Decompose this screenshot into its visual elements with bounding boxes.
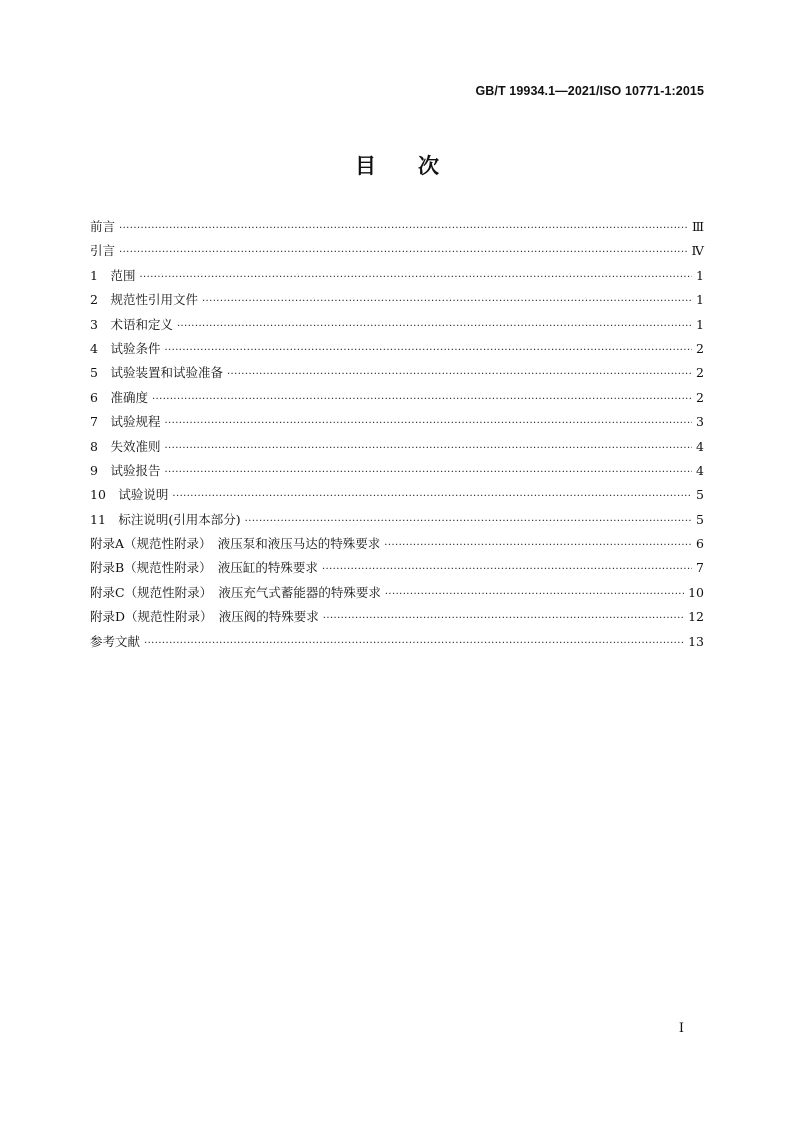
table-of-contents [90,215,704,654]
toc-entry-terms-definitions[interactable] [90,313,704,337]
toc-entry-annex-d[interactable] [90,605,704,629]
page-title: 目次 [355,154,481,178]
toc-entry-label: 附录D（规范性附录） 液压阀的特殊要求 [90,609,319,625]
toc-entry-annex-c[interactable] [90,581,704,605]
toc-entry-test-conditions[interactable] [90,337,704,361]
toc-entry-annex-a[interactable] [90,532,704,556]
toc-entry-page: 1 [696,316,704,332]
toc-entry-preface[interactable] [90,215,704,239]
toc-entry-label: 7 试验规程 [90,414,161,430]
toc-leader-dots [322,558,692,582]
toc-entry-page: Ⅲ [691,219,704,234]
toc-entry-label: 2 规范性引用文件 [90,292,198,308]
toc-leader-dots [144,632,684,656]
toc-leader-dots [164,339,692,363]
toc-entry-page: 12 [688,609,704,625]
toc-entry-failure-criteria[interactable] [90,435,704,459]
toc-entry-page: 7 [696,560,704,576]
toc-entry-label: 8 失效准则 [90,438,161,454]
toc-leader-dots [172,485,692,509]
toc-leader-dots [152,388,692,412]
toc-leader-dots [227,363,692,387]
toc-entry-label: 前言 [90,219,116,234]
toc-leader-dots [385,583,684,607]
toc-entry-page: 2 [696,365,704,381]
toc-entry-label: 9 试验报告 [90,462,161,478]
toc-entry-page: 13 [688,633,704,649]
toc-entry-scope[interactable] [90,264,704,288]
page-number: I [678,1021,684,1036]
toc-entry-label: 参考文献 [90,633,141,649]
toc-entry-page: 4 [696,438,704,454]
toc-entry-label: 11 标注说明(引用本部分) [90,511,241,527]
toc-entry-label: 引言 [90,243,116,259]
toc-entry-identification-statement[interactable] [90,508,704,532]
toc-entry-page: 2 [696,389,704,405]
toc-entry-annex-b[interactable] [90,556,704,580]
toc-leader-dots [119,241,687,265]
toc-entry-label: 附录A（规范性附录） 液压泵和液压马达的特殊要求 [90,536,381,552]
toc-entry-page: 3 [696,414,704,430]
toc-entry-page: Ⅳ [691,243,704,259]
toc-entry-bibliography[interactable] [90,630,704,654]
toc-entry-label: 附录B（规范性附录） 液压缸的特殊要求 [90,560,318,576]
toc-entry-test-apparatus[interactable] [90,361,704,385]
standard-code: GB/T 19934.1—2021/ISO 10771-1:2015 [475,84,704,98]
toc-entry-accuracy[interactable] [90,386,704,410]
toc-entry-page: 10 [688,584,704,600]
toc-leader-dots [139,266,692,290]
toc-leader-dots [164,461,692,485]
toc-entry-label: 5 试验装置和试验准备 [90,365,223,381]
toc-entry-test-notes[interactable] [90,483,704,507]
toc-entry-label: 3 术语和定义 [90,316,173,332]
toc-entry-normative-references[interactable] [90,288,704,312]
toc-entry-test-procedure[interactable] [90,410,704,434]
toc-entry-label: 6 准确度 [90,389,148,405]
toc-entry-page: 2 [696,340,704,356]
toc-entry-page: 6 [696,536,704,552]
toc-entry-label: 4 试验条件 [90,340,161,356]
toc-leader-dots [164,412,692,436]
toc-leader-dots [202,290,692,314]
toc-leader-dots [384,534,692,558]
toc-leader-dots [177,315,692,339]
toc-leader-dots [119,217,688,241]
toc-entry-label: 1 范围 [90,267,136,283]
toc-entry-page: 1 [696,292,704,308]
toc-entry-label: 附录C（规范性附录） 液压充气式蓄能器的特殊要求 [90,584,381,600]
toc-entry-page: 5 [696,487,704,503]
toc-entry-test-report[interactable] [90,459,704,483]
toc-entry-page: 1 [696,267,704,283]
toc-leader-dots [323,607,684,631]
toc-leader-dots [245,510,692,534]
toc-entry-page: 5 [696,511,704,527]
toc-entry-label: 10 试验说明 [90,487,169,503]
toc-entry-introduction[interactable] [90,239,704,263]
toc-entry-page: 4 [696,462,704,478]
toc-leader-dots [164,437,692,461]
